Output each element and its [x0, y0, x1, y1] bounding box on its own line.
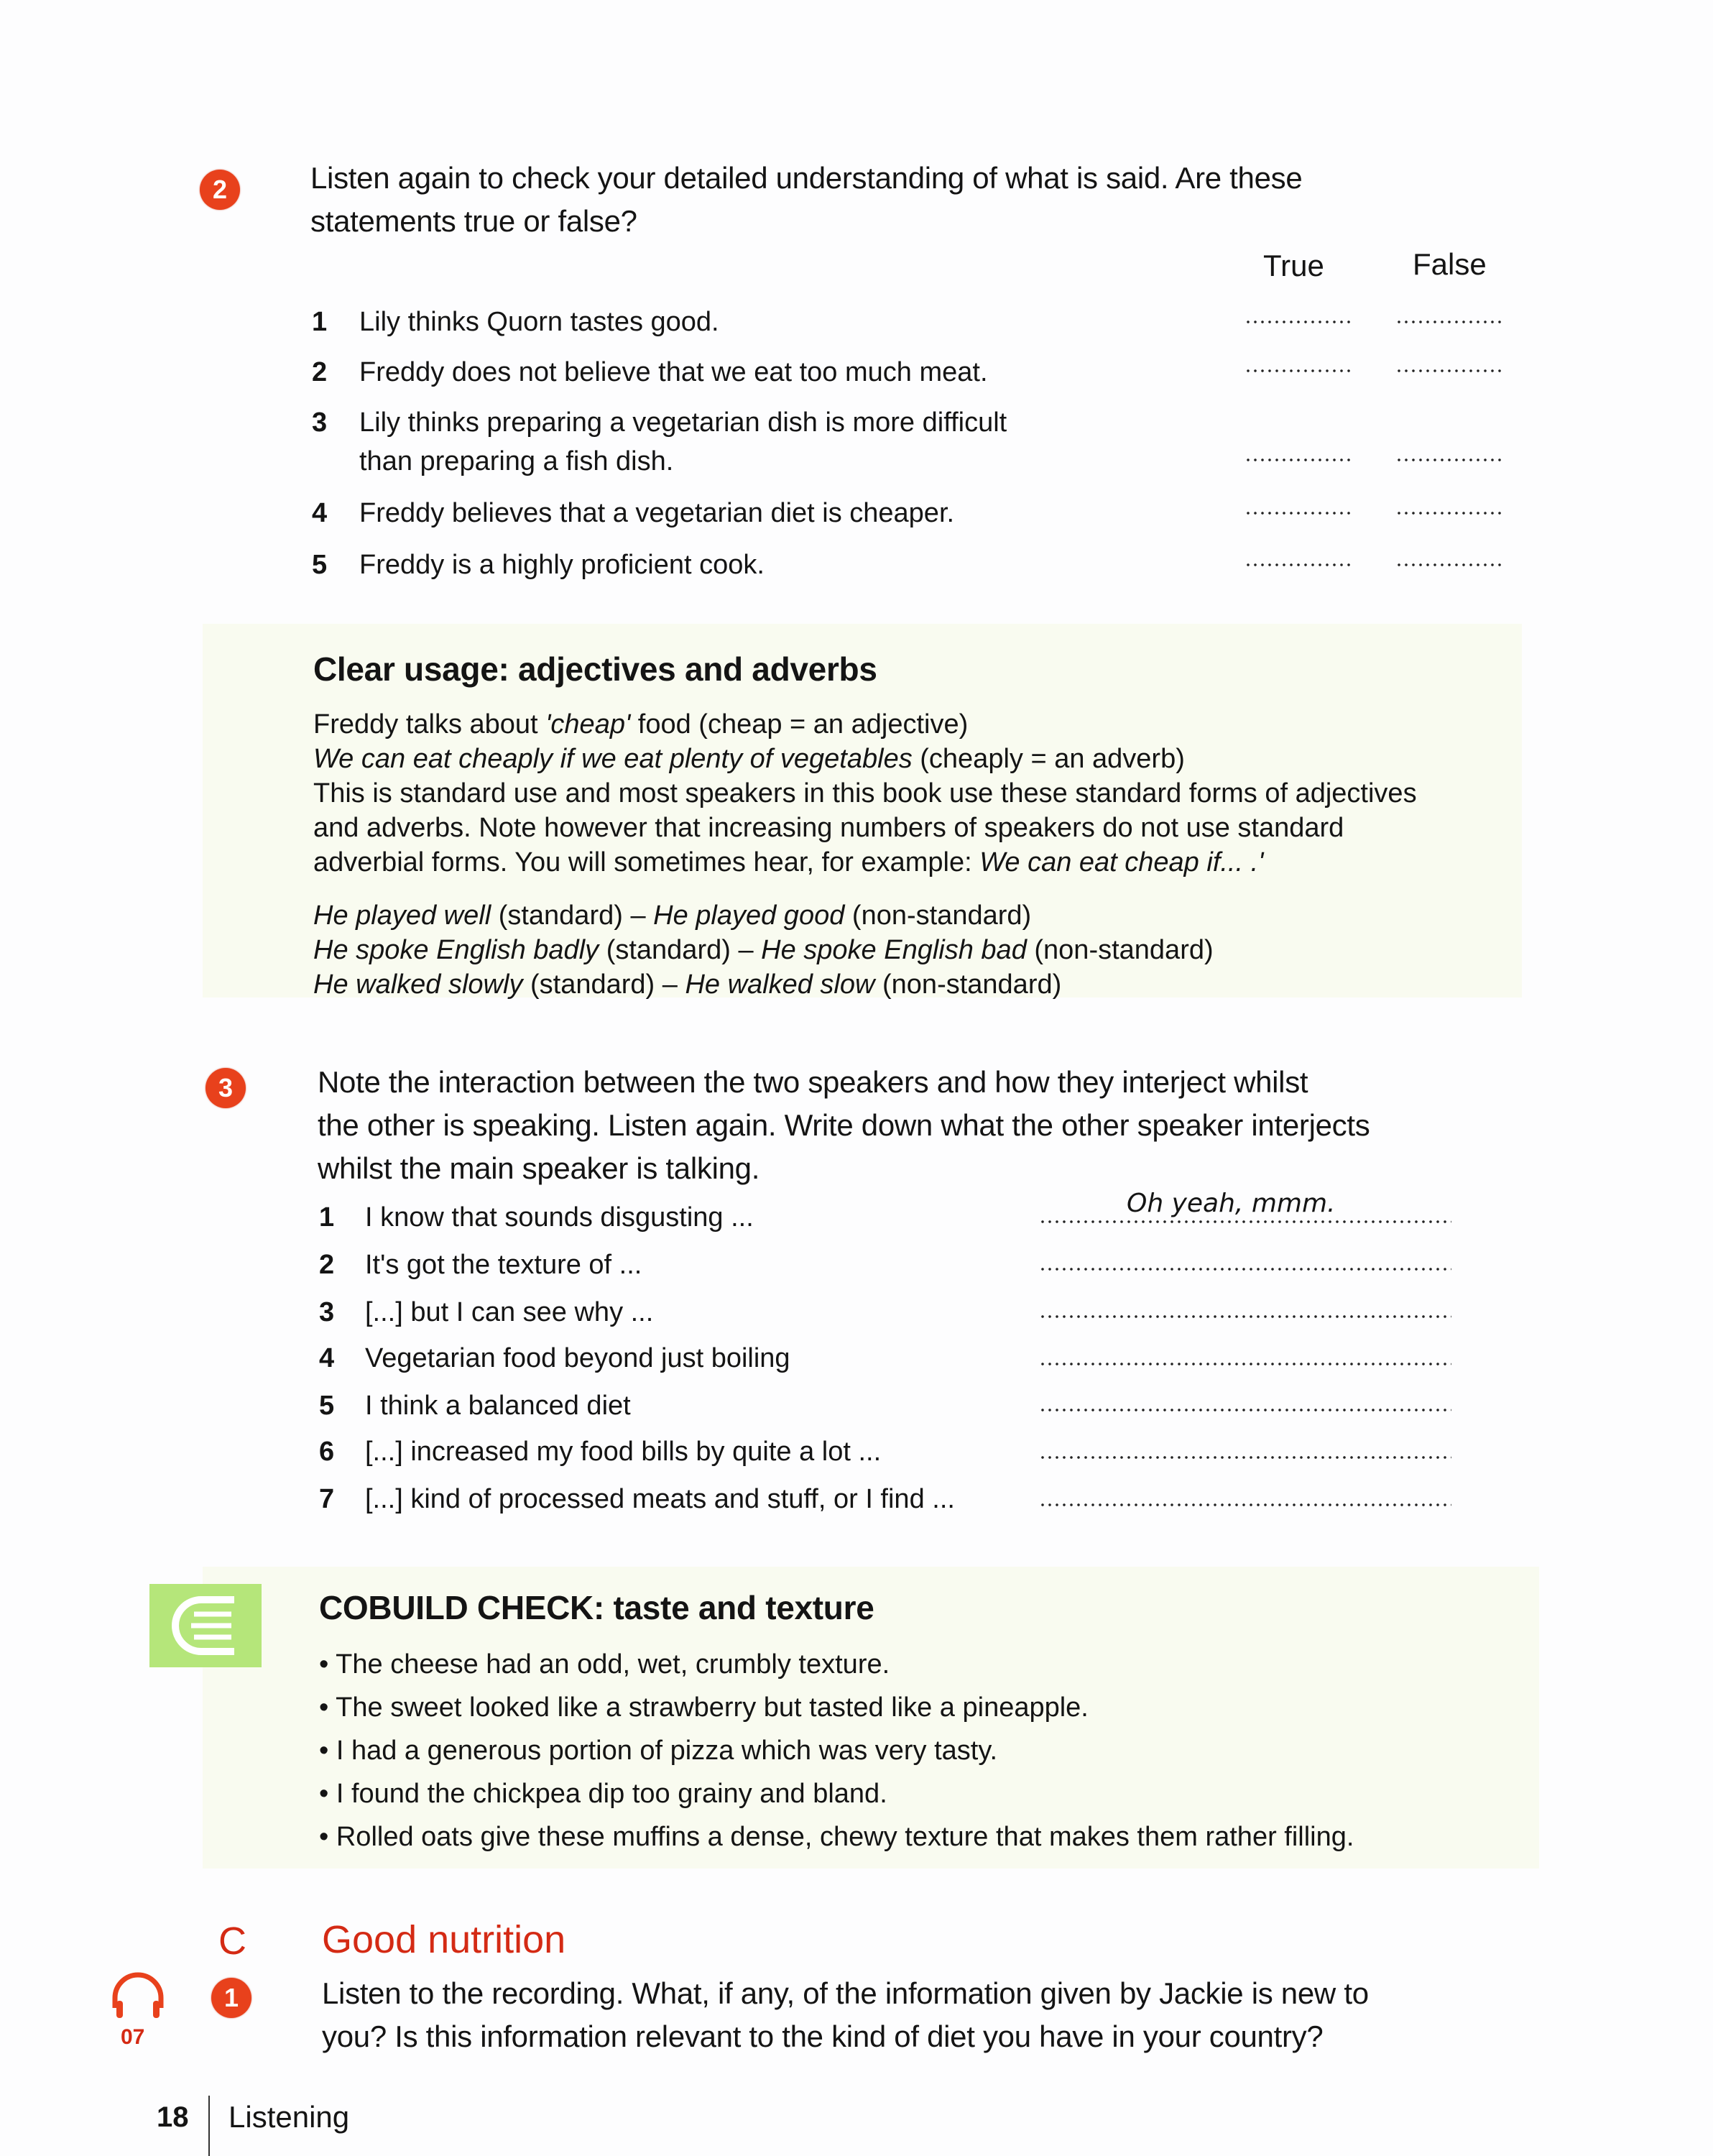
item-number: 6	[319, 1437, 335, 1467]
column-header-true: True	[1263, 249, 1324, 282]
answer-blank[interactable]	[1039, 1409, 1451, 1411]
standard-form: He spoke English badly	[313, 935, 599, 965]
item-number: 3	[319, 1297, 335, 1327]
item-text: I think a balanced diet	[365, 1391, 631, 1421]
item-text: Vegetarian food beyond just boiling	[365, 1343, 790, 1373]
usage-example-line	[313, 898, 1417, 933]
true-answer-blank[interactable]	[1245, 321, 1351, 323]
answer-blank[interactable]	[1039, 1363, 1451, 1365]
standard-form: He walked slowly	[313, 969, 523, 1000]
headphones-icon[interactable]	[108, 1971, 168, 2021]
usage-text: Freddy talks about	[313, 709, 546, 740]
usage-example: 'cheap'	[545, 709, 631, 740]
cobuild-title: COBUILD CHECK: taste and texture	[319, 1589, 874, 1626]
item-number: 5	[319, 1391, 335, 1421]
usage-line	[313, 742, 1417, 776]
usage-example: We can eat cheap if... .'	[979, 847, 1264, 877]
false-answer-blank[interactable]	[1395, 459, 1502, 461]
item-text: I know that sounds disgusting ...	[365, 1202, 754, 1233]
item-text: It's got the texture of ...	[365, 1250, 642, 1280]
statement-row	[312, 404, 1533, 483]
answer-blank[interactable]	[1039, 1268, 1451, 1271]
cobuild-example: • Rolled oats give these muffins a dense, chewy texture that makes them rather filling.	[319, 1822, 1354, 1852]
exercise-number-badge	[206, 1068, 246, 1108]
usage-tag: (standard) –	[522, 969, 685, 1000]
exercise-instruction	[310, 157, 1302, 243]
clear-usage-title: Clear usage: adjectives and adverbs	[313, 650, 877, 688]
usage-tag: (non-standard)	[844, 900, 1032, 931]
exercise-number: 2	[212, 175, 228, 204]
exercise-number-badge	[211, 1978, 251, 2018]
usage-example: We can eat cheaply if we eat plenty of vegetables	[313, 744, 913, 774]
instruction-line: Listen to the recording. What, if any, of the information given by Jackie is new to	[322, 1976, 1369, 2010]
false-answer-blank[interactable]	[1395, 321, 1502, 323]
instruction-line: Listen again to check your detailed understanding of what is said. Are these	[310, 161, 1303, 195]
item-number: 1	[319, 1202, 335, 1233]
item-number: 4	[319, 1343, 335, 1373]
cobuild-example: • The sweet looked like a strawberry but tasted like a pineapple.	[319, 1692, 1089, 1723]
item-text: [...] increased my food bills by quite a lot ...	[365, 1437, 882, 1467]
answer-blank[interactable]	[1039, 1456, 1451, 1459]
exercise-number: 3	[218, 1073, 234, 1102]
usage-line: and adverbs. Note however that increasing numbers of speakers do not use standard	[313, 813, 1344, 843]
cobuild-logo-icon	[149, 1584, 262, 1667]
instruction-line: the other is speaking. Listen again. Write down what the other speaker interjects	[318, 1108, 1370, 1142]
exercise-number-badge	[200, 170, 240, 210]
exercise-number: 1	[223, 1983, 239, 2012]
usage-example-line	[313, 967, 1417, 1002]
column-header-false: False	[1413, 247, 1487, 281]
usage-tag: (standard) –	[599, 935, 762, 965]
item-number: 2	[319, 1250, 335, 1280]
cobuild-example: • I had a generous portion of pizza which was very tasty.	[319, 1736, 998, 1766]
statement-number: 4	[312, 498, 328, 528]
exercise-instruction	[322, 1972, 1369, 2058]
instruction-line: Note the interaction between the two speakers and how they interject whilst	[318, 1065, 1308, 1099]
nonstandard-form: He walked slow	[685, 969, 875, 1000]
cobuild-example: • I found the chickpea dip too grainy and bland.	[319, 1779, 887, 1809]
instruction-line: statements true or false?	[310, 204, 637, 238]
standard-form: He played well	[313, 900, 491, 931]
answer-blank[interactable]	[1039, 1220, 1451, 1223]
usage-line: This is standard use and most speakers in this book use these standard forms of adjectives	[313, 778, 1417, 808]
section-title: Good nutrition	[322, 1918, 566, 1961]
cobuild-examples	[319, 1643, 1354, 1858]
handwritten-answer: Oh yeah, mmm.	[1127, 1189, 1336, 1218]
usage-example-line	[313, 933, 1417, 967]
usage-text: food (cheap = an adjective)	[630, 709, 969, 740]
audio-track-number: 07	[121, 2025, 145, 2049]
usage-tag: (non-standard)	[874, 969, 1062, 1000]
usage-line	[313, 845, 1417, 880]
item-text: [...] but I can see why ...	[365, 1297, 654, 1327]
usage-line	[313, 707, 1417, 742]
clear-usage-body	[313, 707, 1417, 1002]
page-number: 18	[157, 2101, 189, 2133]
section-letter: C	[218, 1920, 246, 1963]
answer-blank[interactable]	[1039, 1503, 1451, 1506]
false-answer-blank[interactable]	[1395, 369, 1502, 372]
exercise-instruction	[318, 1061, 1370, 1190]
footer-section-name: Listening	[228, 2100, 350, 2134]
true-answer-blank[interactable]	[1245, 459, 1351, 461]
true-answer-blank[interactable]	[1245, 563, 1351, 566]
statement-text: Lily thinks Quorn tastes good.	[359, 307, 719, 337]
true-answer-blank[interactable]	[1245, 369, 1351, 372]
item-number: 7	[319, 1484, 335, 1514]
instruction-line: whilst the main speaker is talking.	[318, 1151, 760, 1185]
answer-blank[interactable]	[1039, 1315, 1451, 1318]
cobuild-example: • The cheese had an odd, wet, crumbly texture.	[319, 1649, 890, 1680]
statement-number: 1	[312, 307, 328, 337]
usage-text: adverbial forms. You will sometimes hear, for example:	[313, 847, 980, 877]
statement-text: Lily thinks preparing a vegetarian dish is more difficult	[359, 407, 1007, 438]
footer-divider	[208, 2096, 210, 2156]
statement-number: 3	[312, 407, 328, 438]
item-text: [...] kind of processed meats and stuff, or I find ...	[365, 1484, 955, 1514]
false-answer-blank[interactable]	[1395, 563, 1502, 566]
false-answer-blank[interactable]	[1395, 512, 1502, 515]
statement-text: Freddy believes that a vegetarian diet is cheaper.	[359, 498, 955, 528]
nonstandard-form: He spoke English bad	[761, 935, 1027, 965]
usage-tag: (non-standard)	[1026, 935, 1214, 965]
statement-number: 5	[312, 550, 328, 580]
statement-text-continued: than preparing a fish dish.	[359, 446, 674, 476]
usage-tag: (standard) –	[491, 900, 654, 931]
instruction-line: you? Is this information relevant to the kind of diet you have in your country?	[322, 2019, 1324, 2053]
statement-text: Freddy does not believe that we eat too much meat.	[359, 357, 988, 387]
statement-text: Freddy is a highly proficient cook.	[359, 550, 765, 580]
statement-number: 2	[312, 357, 328, 387]
true-answer-blank[interactable]	[1245, 512, 1351, 515]
nonstandard-form: He played good	[653, 900, 845, 931]
usage-text: (cheaply = an adverb)	[912, 744, 1185, 774]
